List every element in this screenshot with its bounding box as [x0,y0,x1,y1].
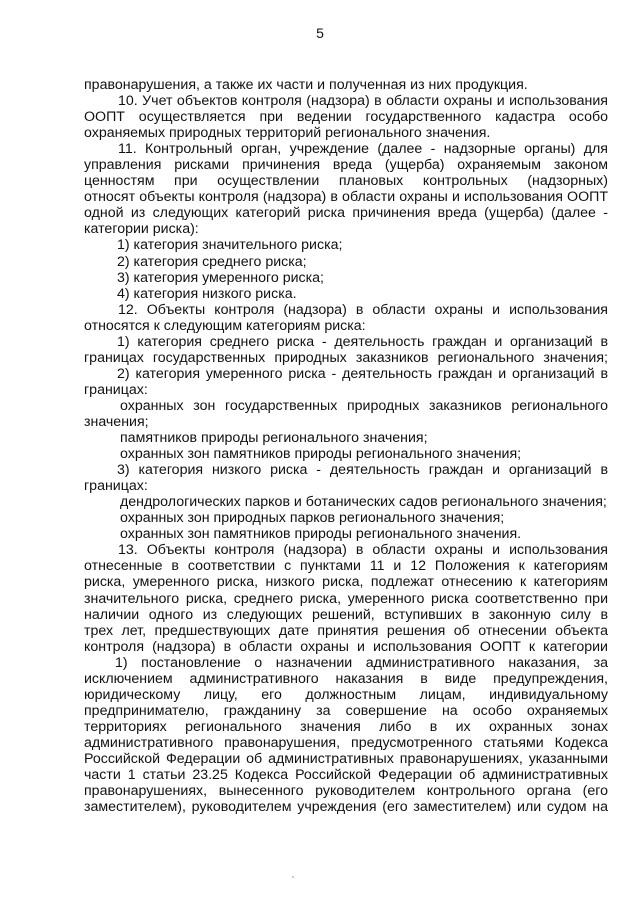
list-subitem: охранных зон государственных природных заказников регионального [120,397,608,414]
list-item: 1) категория значительного риска; [117,237,343,254]
text-line: контроля (надзора) в области охраны и использования ООПТ к категории [84,638,608,655]
text-line: территориях регионального значения либо в их охранных зонах [84,718,608,735]
text-line: юридическому лицу, его должностным лицам, индивидуальному [84,686,608,703]
text-line: заместителем), руководителем учреждения (его заместителем) или судом на [84,799,608,816]
list-item: 1) категория среднего риска - деятельность граждан и организаций в [117,333,608,350]
text-line: значения; [84,413,149,430]
list-subitem: охранных зон памятников природы регионального значения; [120,446,522,463]
text-line: границах: [84,478,148,495]
text-line: относят объекты контроля (надзора) в области охраны и использования ООПТ [84,189,608,206]
text-line: правонарушениях, вынесенного руководителем контрольного органа (его [84,783,608,800]
list-item: 1) постановление о назначении административного наказания, за [115,654,608,671]
page-number: 5 [316,25,324,41]
text-line: охраняемых природных территорий регионального значения. [84,125,491,142]
text-line: ООПТ осуществляется при ведении государственного кадастра особо [84,109,608,126]
text-line: одной из следующих категорий риска причинения вреда (ущерба) (далее - [84,205,608,222]
paragraph-11-line: 11. Контрольный орган, учреждение (далее - надзорные органы) для [118,141,608,158]
text-line: границах: [84,381,148,398]
text-line: значительного риска, среднего риска, умеренного риска соответственно при [84,590,608,607]
text-line: риска, умеренного риска, низкого риска, подлежат отнесению к категориям [84,574,608,591]
text-line: отнесенные в соответствии с пунктами 11 и 12 Положения к категориям [84,558,608,575]
text-line: правонарушения, а также их части и полученная из них продукция. [84,77,528,93]
text-line: административного правонарушения, предусмотренного статьями Кодекса [84,734,608,751]
text-line: относятся к следующим категориям риска: [84,317,366,334]
list-subitem: дендрологических парков и ботанических садов регионального значения; [120,494,607,511]
paragraph-10-line: 10. Учет объектов контроля (надзора) в области охраны и использования [118,93,608,110]
list-subitem: памятников природы регионального значения; [120,430,428,447]
text-line: категории риска): [84,221,199,238]
paragraph-12-line: 12. Объекты контроля (надзора) в области охраны и использования [118,301,608,318]
text-line: исключением административного наказания в виде предупреждения, [84,670,608,687]
list-subitem: охранных зон памятников природы регионального значения. [120,526,522,543]
list-item: 4) категория низкого риска. [117,285,297,302]
list-item: 3) категория умеренного риска; [117,269,324,286]
text-line: ценностям при осуществлении плановых контрольных (надзорных) [84,173,608,190]
scan-speck [292,876,294,878]
text-line: части 1 статьи 23.25 Кодекса Российской Федерации об административных [84,767,608,784]
text-line: Российской Федерации об административных правонарушениях, указанными [84,750,608,767]
document-body [84,77,608,815]
paragraph-13-line: 13. Объекты контроля (надзора) в области охраны и использования [118,542,608,559]
list-subitem: охранных зон природных парков регионального значения; [120,510,505,527]
text-line: трех лет, предшествующих дате принятия решения об отнесении объекта [84,622,608,639]
list-item: 2) категория среднего риска; [117,253,307,270]
list-item: 2) категория умеренного риска - деятельность граждан и организаций в [117,365,608,382]
text-line: предпринимателю, гражданину за совершение на особо охраняемых [84,702,608,719]
text-line: границах государственных природных заказников регионального значения; [84,349,608,366]
list-item: 3) категория низкого риска - деятельность граждан и организаций в [117,462,608,479]
text-line: управления рисками причинения вреда (ущерба) охраняемым законом [84,157,608,174]
text-line: наличии одного из следующих решений, вступивших в законную силу в [84,606,608,623]
